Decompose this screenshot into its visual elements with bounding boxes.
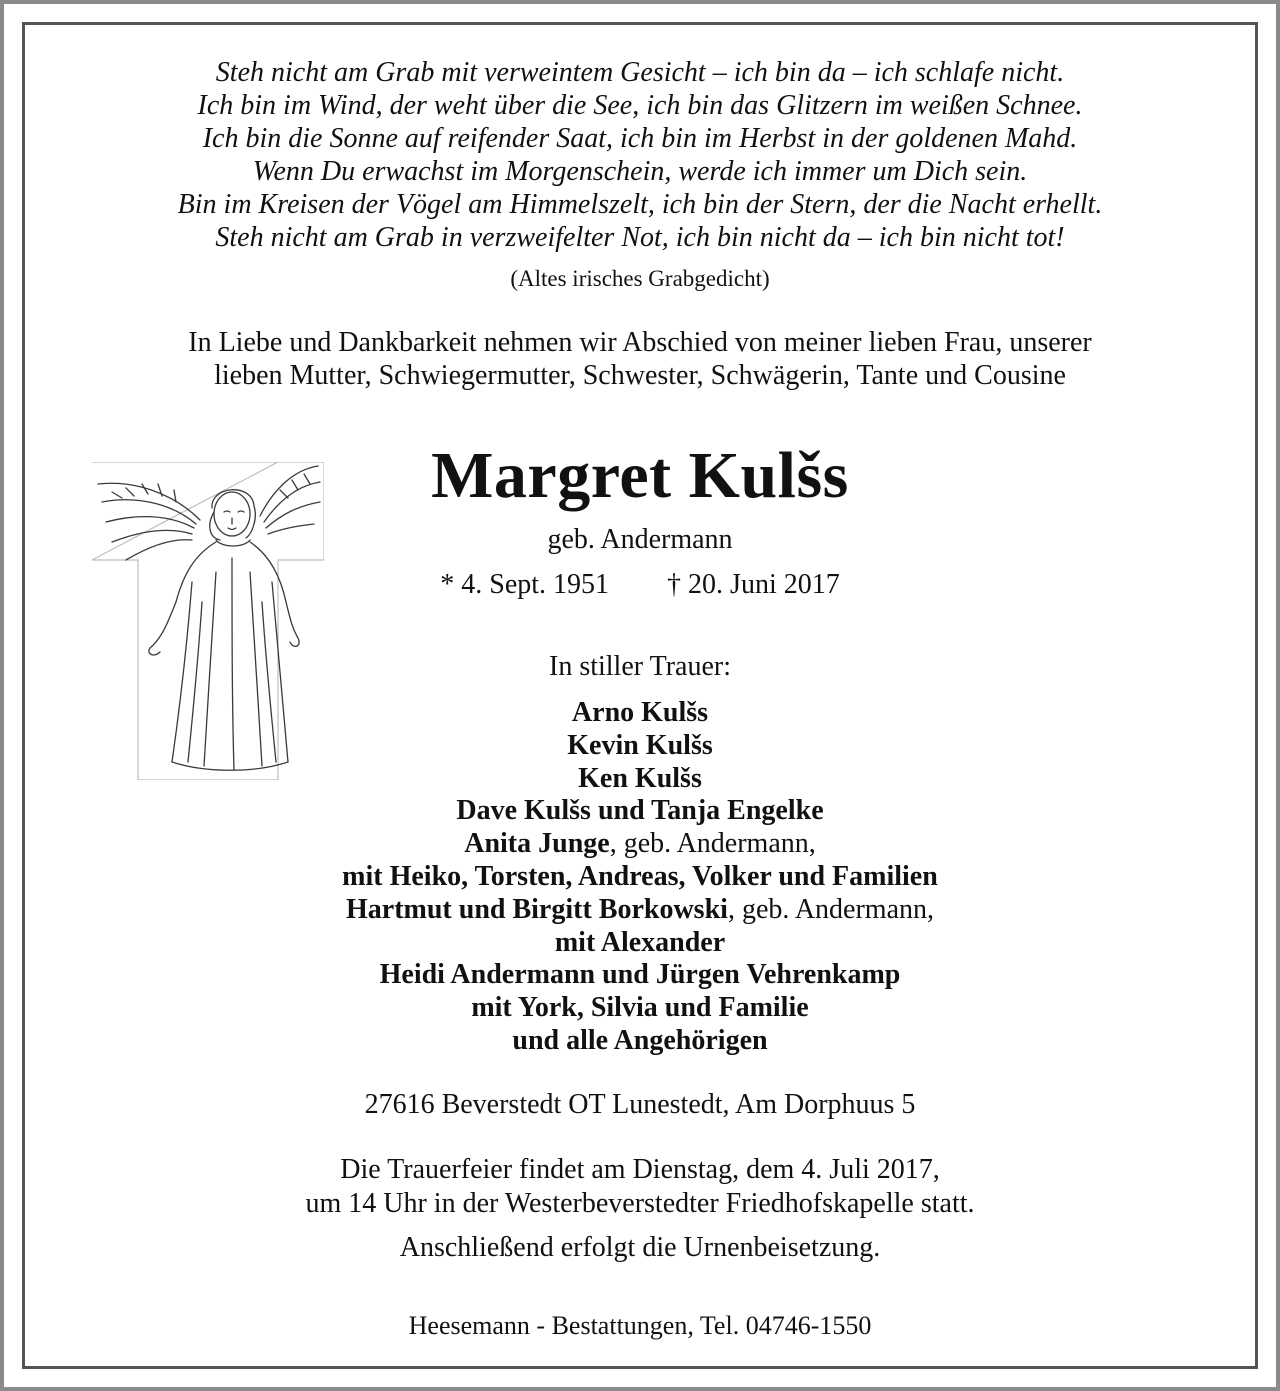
death-symbol: † [667, 569, 682, 600]
mourner-list [0, 697, 1280, 1058]
mourner-6: mit Heiko, Torsten, Andreas, Volker und Familien [342, 860, 938, 892]
poem-line-6: Steh nicht am Grab in verzweifelter Not, ich bin nicht da – ich bin nicht tot! [215, 222, 1065, 253]
funeral-line-2: um 14 Uhr in der Westerbeverstedter Friedhofskapelle statt. [305, 1188, 975, 1219]
poem-line-3: Ich bin die Sonne auf reifender Saat, ich bin im Herbst in der goldenen Mahd. [202, 123, 1078, 154]
mourner-7 [0, 894, 1280, 927]
undertaker: Heesemann - Bestattungen, Tel. 04746-1550 [408, 1311, 872, 1340]
poem-source: (Altes irisches Grabgedicht) [510, 266, 770, 291]
mourner-8: mit Alexander [554, 926, 726, 958]
mourner-3: Ken Kulšs [578, 762, 702, 794]
mourner-9: Heidi Andermann und Jürgen Vehrenkamp [379, 959, 901, 991]
mourner-4: Dave Kulšs und Tanja Engelke [456, 795, 824, 827]
life-dates [0, 569, 1280, 601]
poem-line-5: Bin im Kreisen der Vögel am Himmelszelt, ich bin der Stern, der die Nacht erhellt. [177, 189, 1103, 220]
funeral-line-3: Anschließend erfolgt die Urnenbeisetzung. [399, 1232, 881, 1263]
mourner-11: und alle Angehörigen [512, 1024, 768, 1056]
mourner-10: mit York, Silvia und Familie [471, 992, 809, 1024]
mourner-5 [0, 828, 1280, 861]
mourner-5-rest: , geb. Andermann, [609, 828, 816, 860]
death-date: 20. Juni 2017 [688, 569, 840, 600]
funeral-line-1: Die Trauerfeier findet am Dienstag, dem 4. Juli 2017, [340, 1154, 940, 1185]
mourner-1: Arno Kulšs [571, 697, 709, 728]
poem-line-2: Ich bin im Wind, der weht über die See, ich bin das Glitzern im weißen Schnee. [197, 90, 1083, 121]
mourning-heading: In stiller Trauer: [549, 651, 731, 682]
address: 27616 Beverstedt OT Lunestedt, Am Dorphuus 5 [364, 1089, 916, 1120]
poem-line-1: Steh nicht am Grab mit verweintem Gesicht – ich bin da – ich schlafe nicht. [215, 57, 1065, 88]
deceased-name: Margret Kulšs [431, 439, 849, 512]
mourner-7-name: Hartmut und Birgitt Borkowski [346, 893, 728, 925]
intro-line-1: In Liebe und Dankbarkeit nehmen wir Abschied von meiner lieben Frau, unserer [188, 327, 1092, 358]
birth-symbol: * [440, 569, 455, 600]
maiden-name: geb. Andermann [547, 524, 733, 555]
mourner-5-name: Anita Junge [464, 828, 610, 860]
mourner-2: Kevin Kulšs [567, 729, 713, 761]
birth-date: 4. Sept. 1951 [461, 569, 610, 600]
intro-line-2: lieben Mutter, Schwiegermutter, Schwester, Schwägerin, Tante und Cousine [214, 360, 1066, 391]
mourner-7-rest: , geb. Andermann, [727, 893, 934, 925]
poem-line-4: Wenn Du erwachst im Morgenschein, werde ich immer um Dich sein. [252, 156, 1028, 187]
